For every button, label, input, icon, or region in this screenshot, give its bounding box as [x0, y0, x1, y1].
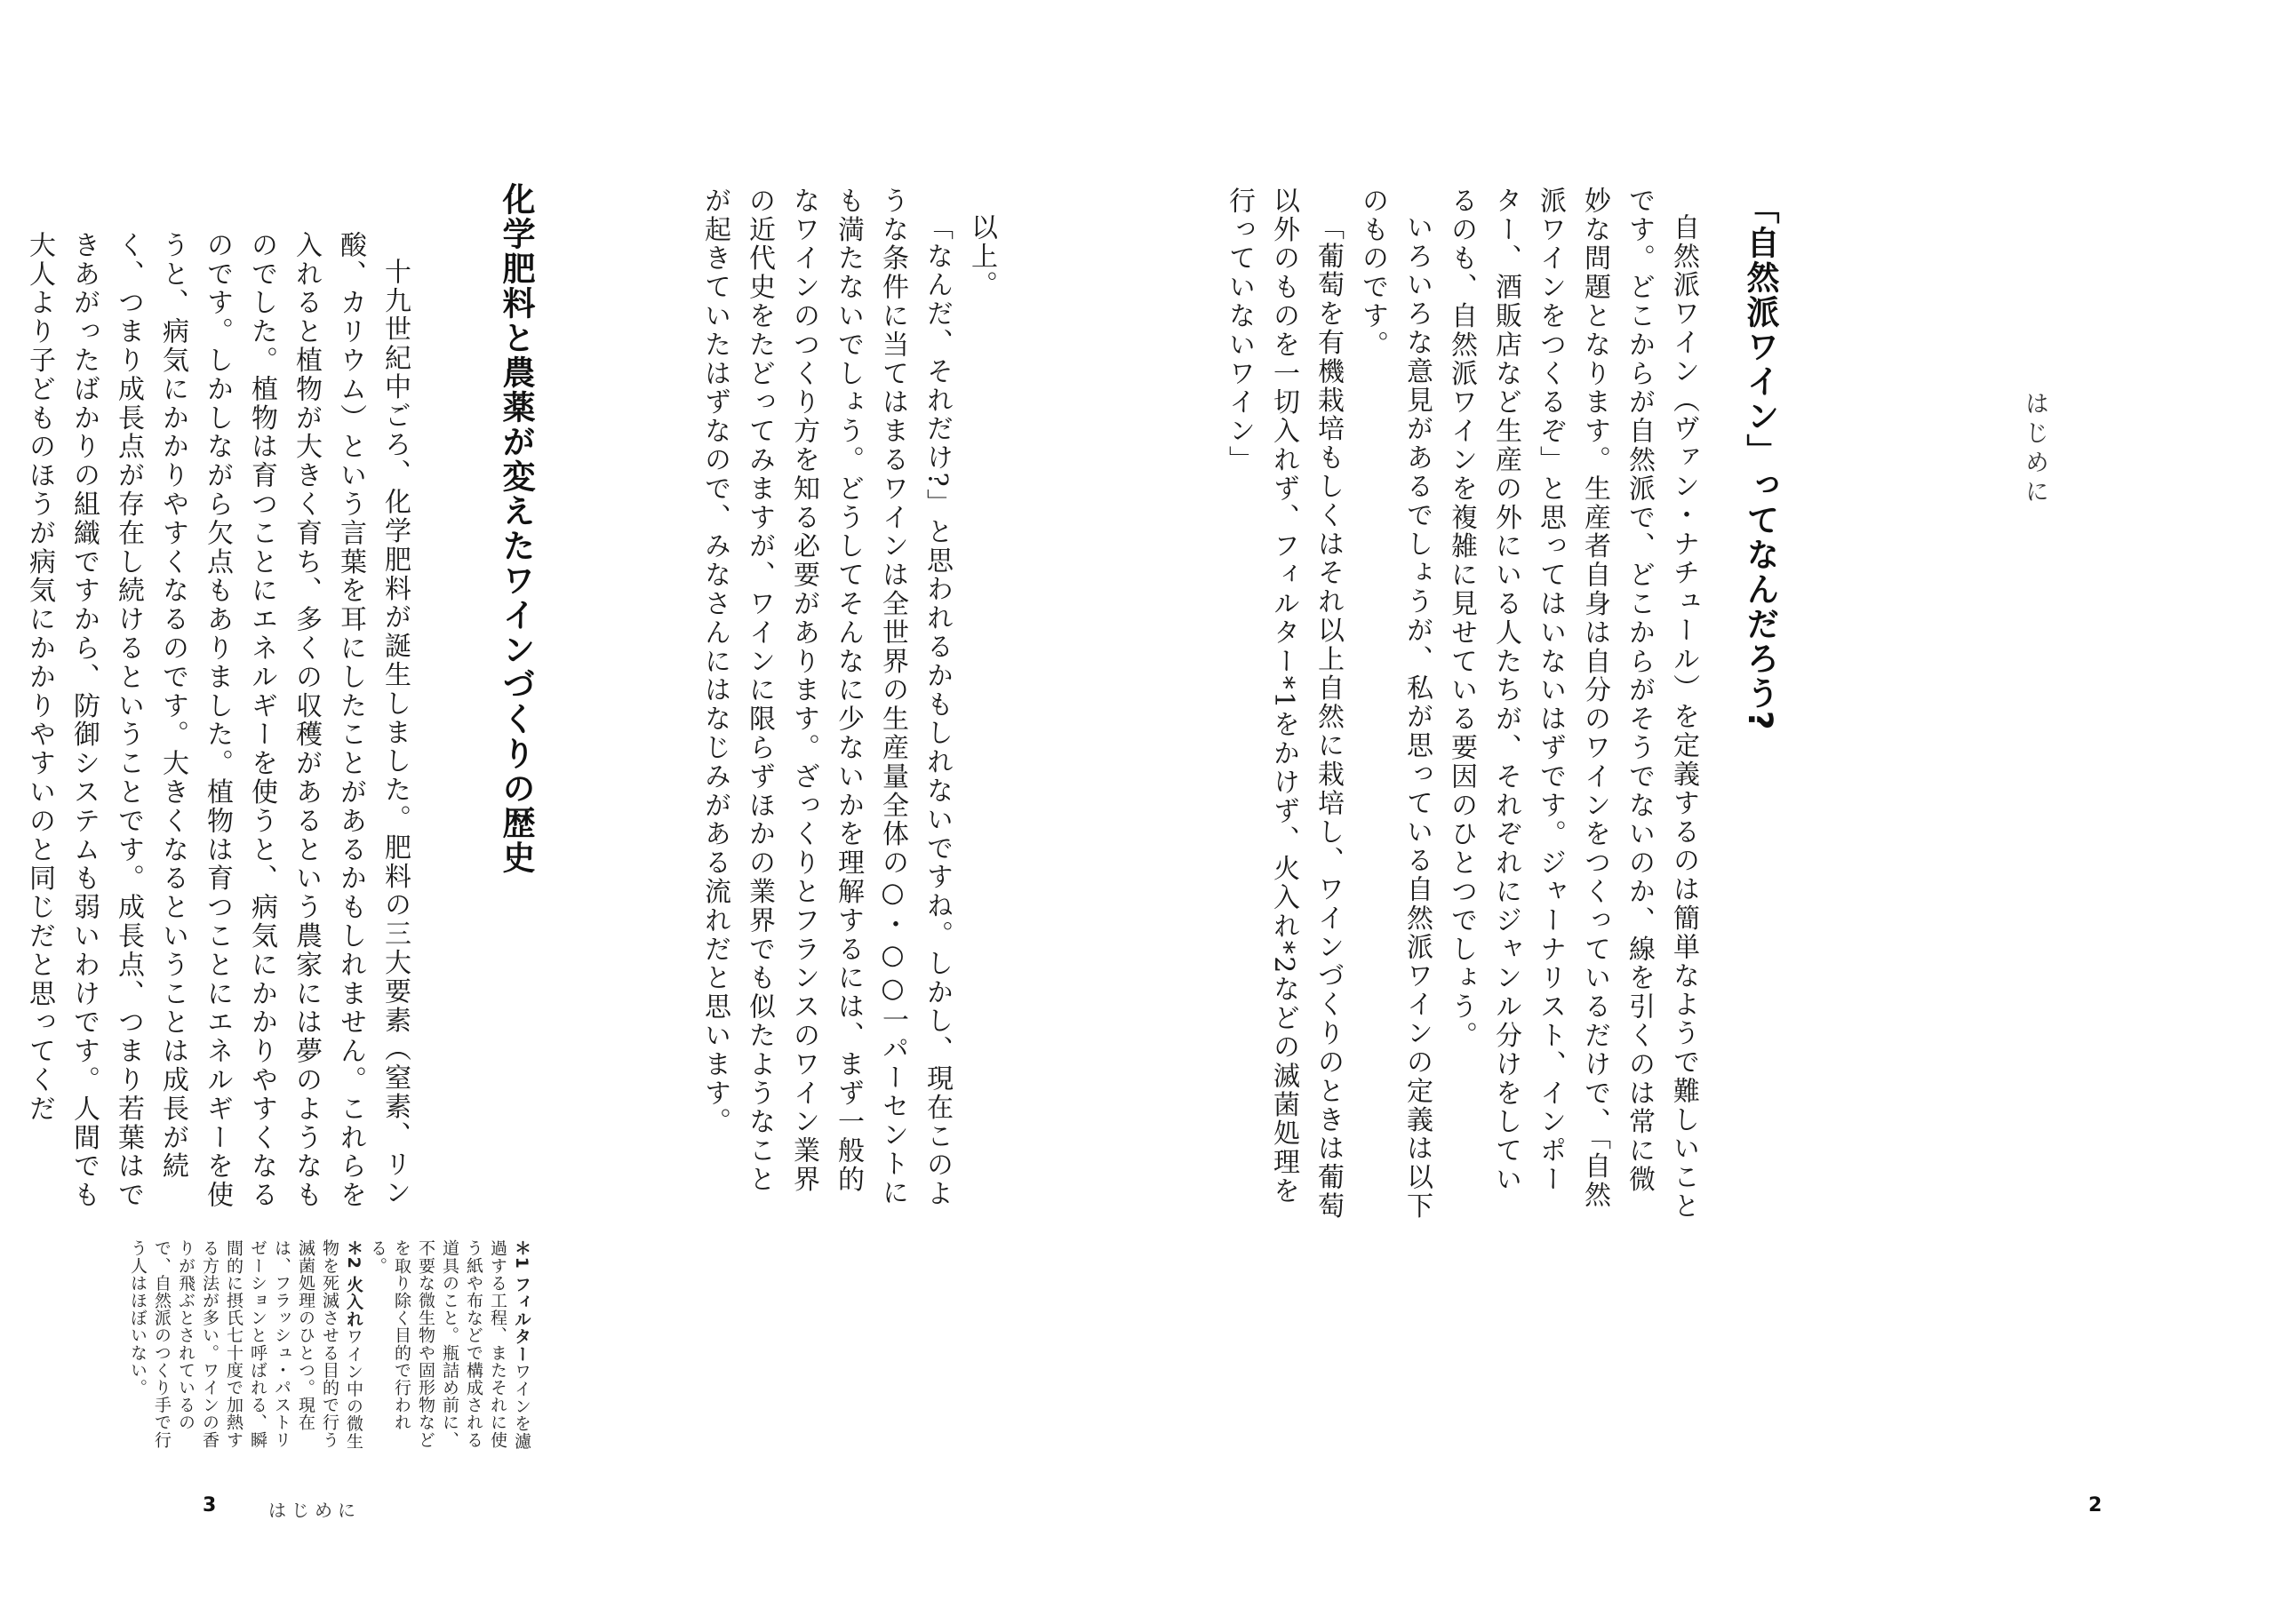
paragraph: 以上。	[966, 213, 997, 300]
footnote-text: ワインを濾過する工程、またそれに使う紙や布などで構成される道具のこと。瓶詰め前に、不要な微生物や固形物などを取り除く目的で行われる。	[368, 1239, 531, 1450]
section-heading-history: 化学肥料と農薬が変えたワインづくりの歴史	[497, 182, 535, 875]
chapter-title: はじめに	[2021, 391, 2048, 508]
paragraph: 十九世紀中ごろ、化学肥料が誕生しました。肥料の三大要素（窒素、リン酸、カリウム）という言葉を耳にしたことがあるかもしれません。これらを入れると植物が大きく育ち、多くの収穫があるという農家には夢のようなものでした。植物は育つことにエネルギーを使うと、病気にかかりやすくなるのです。しかしながら欠点もありました。植物は育つことにエネルギーを使うと、病気にかかりやすくなるのです。大きくなるということは成長が続く、つまり成長点が存在し続けるということです。成長点、つまり若葉はできあがったばかりの組織ですから、防御システムも弱いわけです。人間でも大人より子どものほうが病気にかかりやすいのと同じだと思ってくだ	[24, 231, 411, 1210]
footnote-term: ＊1 フィルター	[512, 1239, 531, 1363]
footnote-term: ＊2 火入れ	[344, 1239, 363, 1328]
footnote	[365, 1239, 533, 1457]
page-number-left: 3	[203, 1494, 217, 1517]
running-head: はじめに	[268, 1500, 361, 1521]
page-number-right: 2	[2088, 1494, 2103, 1517]
paragraph: 「なんだ、それだけ?」と思われるかもしれないですね。しかし、現在このような条件に当てはまるワインは全世界の生産量全体の○・○○一パーセントにも満たないでしょう。どうしてそんなに少ないかを理解するには、まず一般的なワインのつくり方を知る必要があります。ざっくりとフランスのワイン業界の近代史をたどってみますが、ワインに限らずほかの業界でも似たようなことが起きていたはずなので、みなさんにはなじみがある流れだと思います。	[699, 187, 953, 1209]
footnote	[125, 1239, 365, 1457]
paragraph: 「葡萄を有機栽培もしくはそれ以上自然に栽培し、ワインづくりのときは葡萄以外のものを一切入れず、フィルター*1をかけず、火入れ*2などの滅菌処理を行っていないワイン」	[1224, 187, 1344, 1221]
paragraph: 自然派ワイン（ヴァン・ナチュール）を定義するのは簡単なようで難しいことです。どこからが自然派で、どこからがそうでないのか、線を引くのは常に微妙な問題となります。生産者自身は自分のワインをつくっているだけで、「自然派ワインをつくるぞ」と思ってはいないはずです。ジャーナリスト、インポーター、酒販店など生産の外にいる人たちが、それぞれにジャンル分けをしているのも、自然派ワインを複雑に見せている要因のひとつでしょう。	[1446, 187, 1699, 1221]
left-page-body-2	[24, 231, 417, 1222]
section-heading-natural-wine: 「自然派ワイン」ってなんだろう?	[1741, 191, 1779, 732]
footnotes	[128, 1239, 533, 1457]
paragraph: いろいろな意見があるでしょうが、私が思っている自然派ワインの定義は以下のものです。	[1357, 187, 1433, 1221]
footnote-text: ワイン中の微生物を死滅させる目的で行う滅菌処理のひとつ。現在は、フラッシュ・パストリゼーションと呼ばれる、瞬間的に摂氏七十度で加熱する方法が多い。ワインの香りが飛ぶとされているので、自然派のつくり手で行う人はほぼいない。	[128, 1239, 363, 1450]
